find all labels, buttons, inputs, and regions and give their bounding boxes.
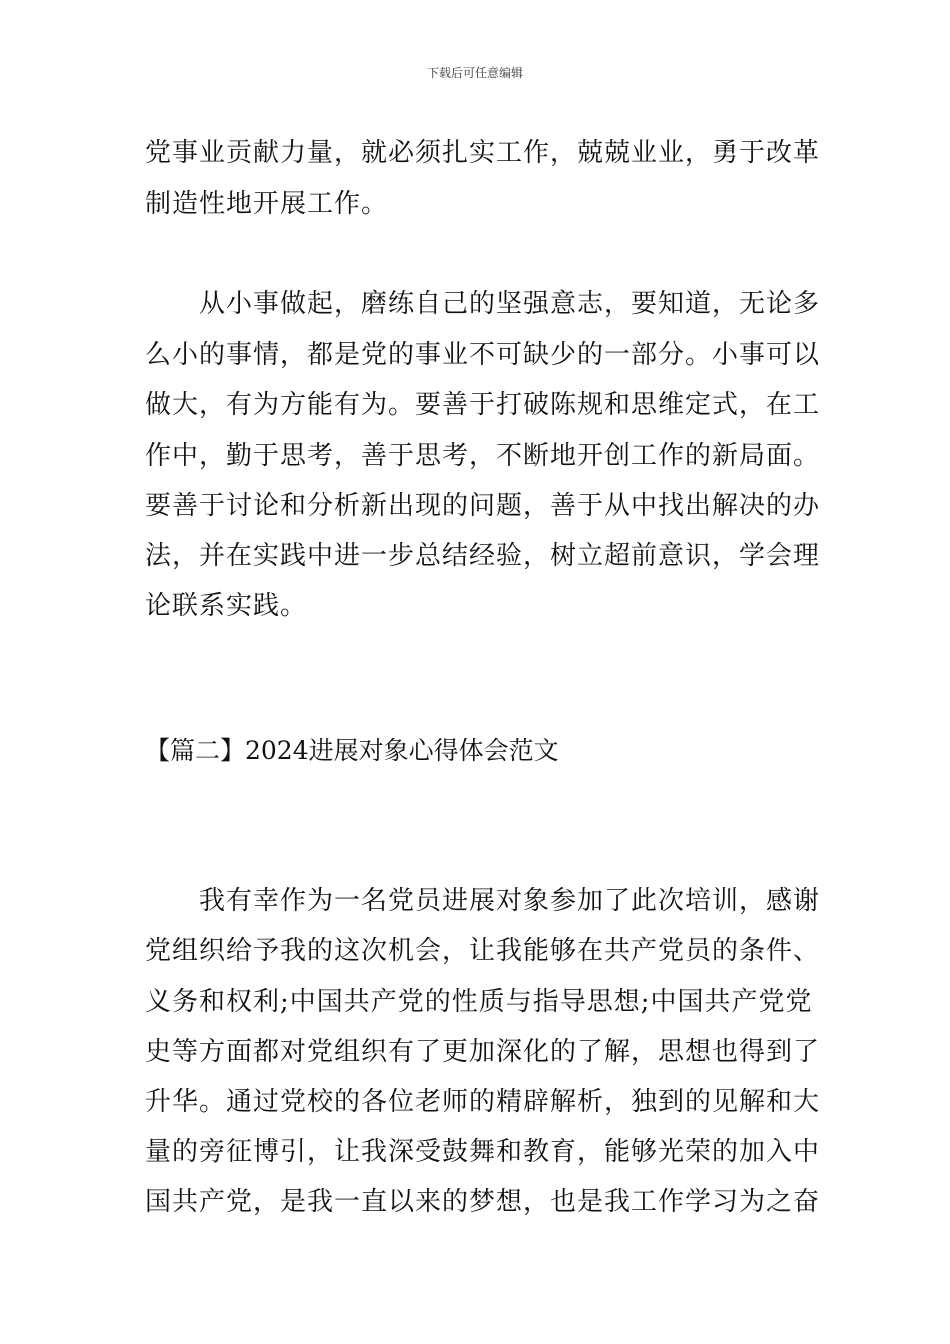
text-line: 从小事做起，磨练自己的坚强意志，要知道，无论多 bbox=[145, 289, 821, 319]
text-line: 制造性地开展工作。 bbox=[145, 189, 389, 219]
text-line: 义务和权利;中国共产党的性质与指导思想;中国共产党党 bbox=[145, 987, 813, 1017]
text-line: 做大，有为方能有为。要善于打破陈规和思维定式，在工 bbox=[145, 390, 821, 420]
text-line: 要善于讨论和分析新出现的问题，善于从中找出解决的办 bbox=[145, 491, 821, 521]
text-line: 作中，勤于思考，善于思考，不断地开创工作的新局面。 bbox=[145, 441, 821, 471]
text-line: 党事业贡献力量，就必须扎实工作，兢兢业业，勇于改革 bbox=[145, 138, 821, 168]
text-line: 史等方面都对党组织有了更加深化的了解，思想也得到了 bbox=[145, 1037, 821, 1067]
text-line: 党组织给予我的这次机会，让我能够在共产党员的条件、 bbox=[145, 936, 821, 966]
text-line: 量的旁征博引，让我深受鼓舞和教育，能够光荣的加入中 bbox=[145, 1137, 821, 1167]
text-line: 升华。通过党校的各位老师的精辟解析，独到的见解和大 bbox=[145, 1087, 821, 1117]
page-header-note: 下载后可任意编辑 bbox=[426, 66, 523, 80]
text-line: 么小的事情，都是党的事业不可缺少的一部分。小事可以 bbox=[145, 340, 821, 370]
text-line: 国共产党，是我一直以来的梦想，也是我工作学习为之奋 bbox=[145, 1187, 821, 1217]
text-line: 论联系实践。 bbox=[145, 591, 308, 621]
text-line: 法，并在实践中进一步总结经验，树立超前意识，学会理 bbox=[145, 541, 821, 571]
section-heading: 【篇二】2024进展对象心得体会范文 bbox=[145, 736, 559, 765]
text-line: 我有幸作为一名党员进展对象参加了此次培训，感谢 bbox=[145, 886, 821, 916]
